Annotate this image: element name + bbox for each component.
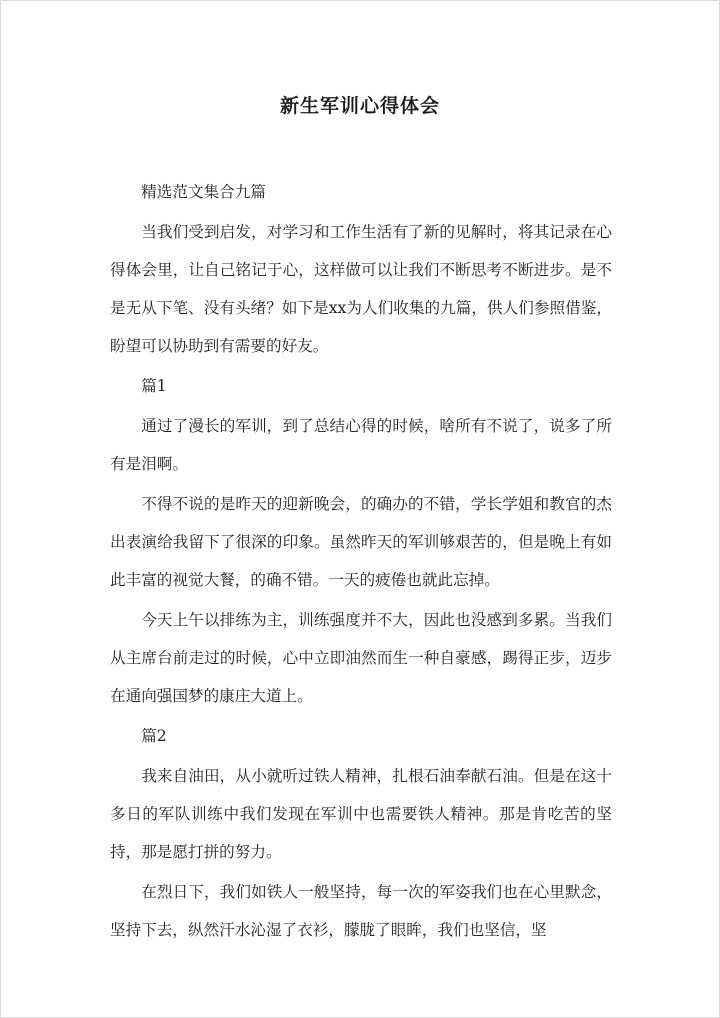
body-paragraph: 今天上午以排练为主，训练强度并不大，因此也没感到多累。当我们从主席台前走过的时候，心中立即油然而生一种自豪感，踢得正步，迈步在通向强国梦的康庄大道上。 <box>110 611 612 705</box>
section-heading-1: 篇1 <box>141 377 167 395</box>
subtitle-paragraph: 精选范文集合九篇 <box>141 183 266 201</box>
body-paragraph: 不得不说的是昨天的迎新晚会，的确办的不错，学长学姐和教官的杰出表演给我留下了很深的印象。虽然昨天的军训够艰苦的，但是晚上有如此丰富的视觉大餐，的确不错。一天的疲倦也就此忘掉。 <box>110 495 612 589</box>
document-body <box>110 173 612 951</box>
body-paragraph: 我来自油田，从小就听过铁人精神，扎根石油奉献石油。但是在这十多日的军队训练中我们发现在军训中也需要铁人精神。那是肯吃苦的坚持，那是愿打拼的努力。 <box>110 767 612 861</box>
section-heading-2: 篇2 <box>141 727 167 745</box>
body-paragraph: 在烈日下，我们如铁人一般坚持，每一次的军姿我们也在心里默念，坚持下去，纵然汗水沁湿了衣衫，朦胧了眼眸，我们也坚信，坚 <box>110 883 612 939</box>
body-paragraph: 通过了漫长的军训，到了总结心得的时候，啥所有不说了，说多了所有是泪啊。 <box>110 417 612 473</box>
intro-paragraph: 当我们受到启发，对学习和工作生活有了新的见解时，将其记录在心得体会里，让自己铭记于心，这样做可以让我们不断思考不断进步。是不是无从下笔、没有头绪？如下是xx为人们收集的九篇，供人们参照借鉴，盼望可以协助到有需要的好友。 <box>110 223 612 355</box>
document-title: 新生军训心得体会 <box>279 95 440 117</box>
